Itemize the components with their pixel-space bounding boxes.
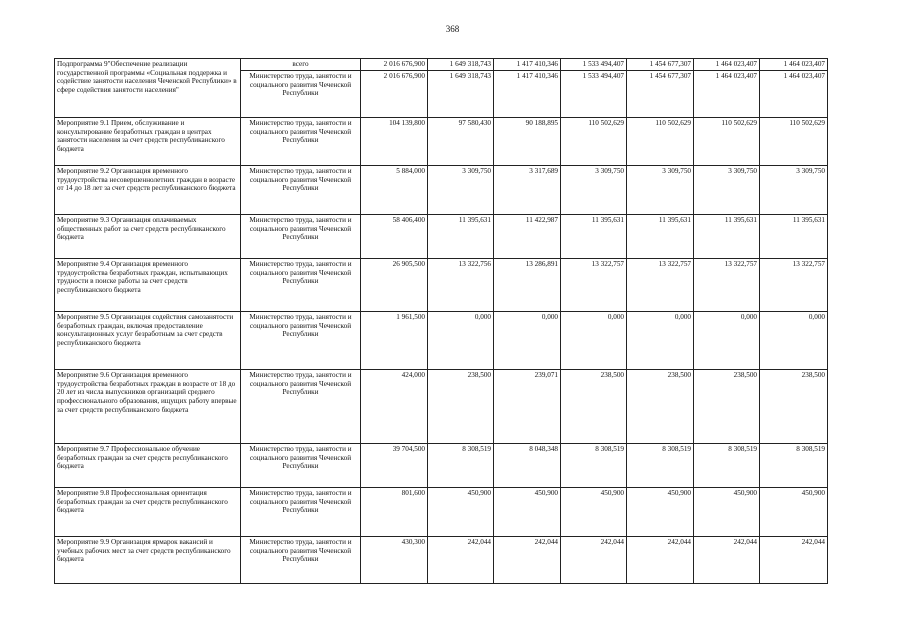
budget-table: [54, 58, 828, 584]
total-value: 1 417 410,346: [494, 59, 561, 71]
measure-value: 110 502,629: [760, 118, 828, 166]
measure-value: 239,071: [494, 370, 561, 444]
measure-name: Мероприятие 9.3 Организация оплачиваемых общественных работ за счет средств республиканского бюджета: [55, 215, 241, 259]
measure-value: 242,044: [627, 537, 694, 584]
measure-value: 0,000: [627, 312, 694, 370]
total-value: 1 464 023,407: [694, 59, 760, 71]
page-number: 368: [445, 24, 460, 34]
measure-name: Мероприятие 9.7 Профессиональное обучение безработных граждан за счет средств республиканского бюджета: [55, 444, 241, 488]
measure-value: 1 961,500: [361, 312, 428, 370]
measure-row-9-2: [55, 166, 828, 215]
measure-value: 8 308,519: [694, 444, 760, 488]
measure-value: 11 422,987: [494, 215, 561, 259]
measure-value: 450,900: [494, 488, 561, 537]
measure-value: 3 309,750: [694, 166, 760, 215]
executor-value: 1 464 023,407: [694, 71, 760, 118]
measure-executor: Министерство труда, занятости и социального развития Чеченской Республики: [241, 488, 361, 537]
measure-value: 430,300: [361, 537, 428, 584]
measure-value: 242,044: [494, 537, 561, 584]
measure-value: 11 395,631: [627, 215, 694, 259]
measure-value: 5 884,000: [361, 166, 428, 215]
executor-value: 1 464 023,407: [760, 71, 828, 118]
subprogram-total-label: всего: [241, 59, 361, 71]
measure-value: 90 188,895: [494, 118, 561, 166]
measure-value: 11 395,631: [561, 215, 627, 259]
subprogram-total-row: [55, 59, 828, 71]
measure-value: 26 905,500: [361, 259, 428, 312]
measure-row-9-7: [55, 444, 828, 488]
measure-value: 0,000: [428, 312, 494, 370]
measure-value: 11 395,631: [760, 215, 828, 259]
measure-name: Мероприятие 9.8 Профессиональная ориентация безработных граждан за счет средств республиканского бюджета: [55, 488, 241, 537]
measure-row-9-4: [55, 259, 828, 312]
measure-name: Мероприятие 9.6 Организация временного трудоустройства безработных граждан в возрасте от 18 до 20 лет из числа выпускников организаций среднего профессионального образования, ищущих работу впервые за счет средств республиканского бюджета: [55, 370, 241, 444]
measure-value: 11 395,631: [694, 215, 760, 259]
measure-value: 801,600: [361, 488, 428, 537]
measure-value: 0,000: [494, 312, 561, 370]
measure-value: 110 502,629: [627, 118, 694, 166]
executor-value: 1 454 677,307: [627, 71, 694, 118]
measure-value: 450,900: [760, 488, 828, 537]
measure-value: 58 406,400: [361, 215, 428, 259]
measure-executor: Министерство труда, занятости и социального развития Чеченской Республики: [241, 312, 361, 370]
measure-value: 13 322,757: [627, 259, 694, 312]
measure-value: 104 139,800: [361, 118, 428, 166]
measure-value: 97 580,430: [428, 118, 494, 166]
subprogram-executor: Министерство труда, занятости и социального развития Чеченской Республики: [241, 71, 361, 118]
measure-name: Мероприятие 9.9 Организация ярмарок вакансий и учебных рабочих мест за счет средств республиканского бюджета: [55, 537, 241, 584]
measure-value: 3 309,750: [561, 166, 627, 215]
executor-value: 2 016 676,900: [361, 71, 428, 118]
measure-value: 110 502,629: [561, 118, 627, 166]
total-value: 1 649 318,743: [428, 59, 494, 71]
measure-value: 0,000: [694, 312, 760, 370]
measure-row-9-6: [55, 370, 828, 444]
measure-value: 242,044: [561, 537, 627, 584]
measure-name: Мероприятие 9.5 Организация содействия самозанятости безработных граждан, включая предоставление консультационных услуг безработным за счет средств республиканского бюджета: [55, 312, 241, 370]
measure-value: 8 308,519: [561, 444, 627, 488]
measure-value: 242,044: [760, 537, 828, 584]
measure-value: 39 704,500: [361, 444, 428, 488]
measure-value: 8 308,519: [428, 444, 494, 488]
measure-value: 0,000: [760, 312, 828, 370]
measure-value: 238,500: [694, 370, 760, 444]
measure-value: 450,900: [428, 488, 494, 537]
measure-value: 3 309,750: [760, 166, 828, 215]
subprogram-name: Подпрограмма 9"Обеспечение реализации государственной программы «Социальная поддержка и содействие занятости населения Чеченской Республики» в сфере содействия занятости населения": [55, 59, 241, 118]
measure-value: 450,900: [561, 488, 627, 537]
measure-value: 13 322,757: [694, 259, 760, 312]
measure-executor: Министерство труда, занятости и социального развития Чеченской Республики: [241, 259, 361, 312]
measure-executor: Министерство труда, занятости и социального развития Чеченской Республики: [241, 166, 361, 215]
measure-value: 13 286,891: [494, 259, 561, 312]
total-value: 2 016 676,900: [361, 59, 428, 71]
measure-value: 424,000: [361, 370, 428, 444]
total-value: 1 533 494,407: [561, 59, 627, 71]
total-value: 1 464 023,407: [760, 59, 828, 71]
measure-value: 3 317,689: [494, 166, 561, 215]
measure-row-9-8: [55, 488, 828, 537]
measure-value: 8 308,519: [760, 444, 828, 488]
measure-executor: Министерство труда, занятости и социального развития Чеченской Республики: [241, 537, 361, 584]
measure-value: 8 308,519: [627, 444, 694, 488]
measure-value: 450,900: [627, 488, 694, 537]
total-value: 1 454 677,307: [627, 59, 694, 71]
measure-name: Мероприятие 9.2 Организация временного трудоустройства несовершеннолетних граждан в возрасте от 14 до 18 лет за счет средств республиканского бюджета: [55, 166, 241, 215]
executor-value: 1 649 318,743: [428, 71, 494, 118]
measure-row-9-5: [55, 312, 828, 370]
measure-value: 8 048,348: [494, 444, 561, 488]
measure-executor: Министерство труда, занятости и социального развития Чеченской Республики: [241, 444, 361, 488]
measure-executor: Министерство труда, занятости и социального развития Чеченской Республики: [241, 118, 361, 166]
measure-value: 11 395,631: [428, 215, 494, 259]
measure-value: 238,500: [627, 370, 694, 444]
executor-value: 1 417 410,346: [494, 71, 561, 118]
measure-executor: Министерство труда, занятости и социального развития Чеченской Республики: [241, 370, 361, 444]
measure-value: 242,044: [428, 537, 494, 584]
measure-value: 238,500: [561, 370, 627, 444]
measure-value: 13 322,757: [561, 259, 627, 312]
measure-value: 3 309,750: [428, 166, 494, 215]
measure-executor: Министерство труда, занятости и социального развития Чеченской Республики: [241, 215, 361, 259]
measure-name: Мероприятие 9.1 Прием, обслуживание и консультирование безработных граждан в центрах занятости населения за счет средств республиканского бюджета: [55, 118, 241, 166]
measure-row-9-9: [55, 537, 828, 584]
measure-value: 13 322,756: [428, 259, 494, 312]
measure-row-9-3: [55, 215, 828, 259]
measure-value: 238,500: [760, 370, 828, 444]
measure-value: 3 309,750: [627, 166, 694, 215]
measure-value: 450,900: [694, 488, 760, 537]
measure-row-9-1: [55, 118, 828, 166]
measure-value: 13 322,757: [760, 259, 828, 312]
measure-value: 242,044: [694, 537, 760, 584]
executor-value: 1 533 494,407: [561, 71, 627, 118]
measure-value: 238,500: [428, 370, 494, 444]
measure-value: 0,000: [561, 312, 627, 370]
measure-value: 110 502,629: [694, 118, 760, 166]
measure-name: Мероприятие 9.4 Организация временного трудоустройства безработных граждан, испытывающих трудности в поиске работы за счет средств республиканского бюджета: [55, 259, 241, 312]
